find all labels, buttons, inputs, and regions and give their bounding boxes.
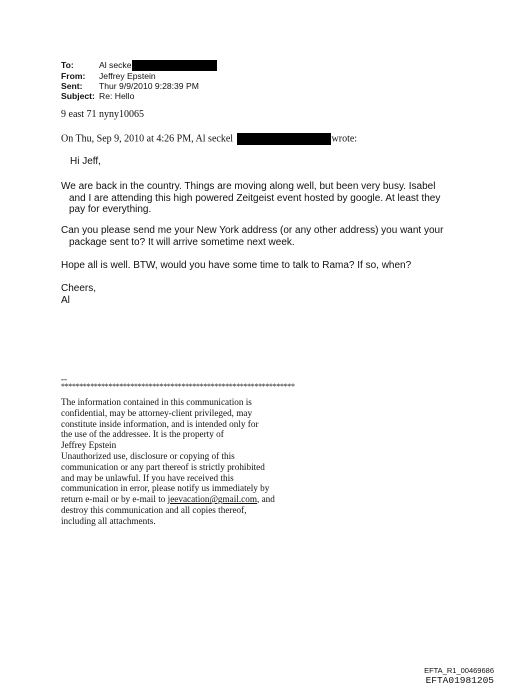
subject-label: Subject: [61,91,95,102]
separator-stars: **************************************************************** [61,382,295,391]
document-ref-2: EFTA01981205 [425,675,494,686]
reply-text: 9 east 71 nyny10065 [61,109,145,120]
paragraph-3: Hope all is well. BTW, would you have some time to talk to Rama? If so, when? [61,260,412,271]
redaction-box [132,60,217,71]
separator-dashes: -- [61,374,67,384]
subject-value: Re: Hello [99,91,135,102]
from-value: Jeffrey Epstein [99,71,156,82]
disclaimer-line: destroy this communication and all copies thereof, [61,504,247,515]
disclaimer [61,397,275,527]
to-value [99,60,217,71]
disclaimer-line: Jeffrey Epstein [61,440,117,451]
quote-header-before: On Thu, Sep 9, 2010 at 4:26 PM, Al seckel [61,133,234,145]
sent-label: Sent: [61,81,83,92]
closing: Cheers, [61,283,97,294]
to-name: Al secke [99,60,132,70]
to-label: To: [61,60,74,70]
quote-header [61,133,357,145]
disclaimer-line: including all attachments. [61,515,156,526]
disclaimer-line: the use of the addressee. It is the property of [61,429,224,440]
disclaimer-line: communication in error, please notify us immediately by [61,483,270,494]
disclaimer-email-line [61,494,275,505]
paragraph-1 [61,181,440,216]
quote-header-after: wrote: [331,133,358,145]
from-label: From: [61,71,86,82]
disclaimer-line: Unauthorized use, disclosure or copying of this [61,450,235,461]
subject-row [61,91,217,101]
greeting: Hi Jeff, [70,156,101,167]
disclaimer-line: communication or any part thereof is strictly prohibited [61,461,265,472]
disclaimer-line: and may be unlawful. If you have received this [61,472,234,483]
paragraph-2-line: package sent to? It will arrive sometime next week. [69,236,295,248]
email-line-after: , and [256,494,275,505]
paragraph-2-line: Can you please send me your New York address (or any other address) you want your [61,225,444,236]
to-row [61,60,217,71]
sent-value: Thur 9/9/2010 9:28:39 PM [99,81,199,92]
email-line-before: return e-mail or by e-mail to [61,494,168,505]
email-link[interactable]: jeevacation@gmail.com [167,494,257,505]
document-ref-1: EFTA_R1_00469686 [424,666,494,675]
from-row [61,71,217,81]
paragraph-1-line: and I are attending this high powered Zeitgeist event hosted by google. At least they [69,192,441,204]
paragraph-1-line: pay for everything. [69,204,152,215]
disclaimer-line: The information contained in this communication is [61,397,252,407]
paragraph-2 [61,225,443,248]
sent-row [61,81,217,91]
disclaimer-line: constitute inside information, and is intended only for [61,418,259,429]
disclaimer-line: confidential, may be attorney-client privileged, may [61,407,253,418]
signature: Al [61,295,70,306]
email-header [61,60,217,101]
redaction-box [237,133,331,145]
paragraph-1-line: We are back in the country. Things are moving along well, but been very busy. Isabel [61,181,436,192]
